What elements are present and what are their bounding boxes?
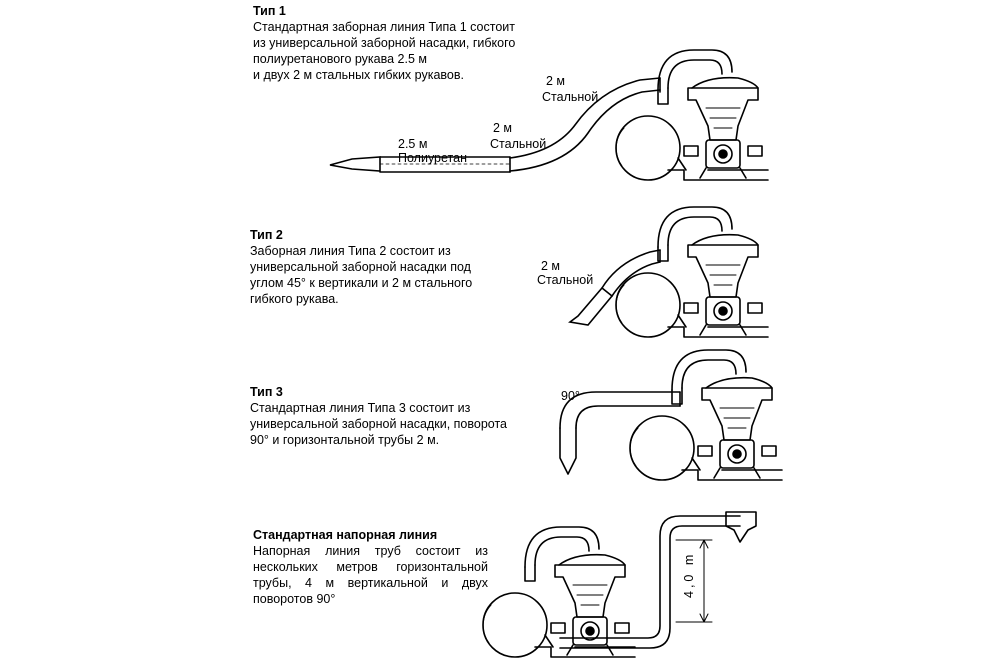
type2-line-1: Заборная линия Типа 2 состоит из xyxy=(250,244,451,258)
type2-line-3: углом 45° к вертикали и 2 м стального xyxy=(250,276,473,290)
t2-steel-material: Стальной xyxy=(537,273,594,287)
t3-angle-label: 90° xyxy=(561,389,580,403)
type3-line-1: Стандартная линия Типа 3 состоит из xyxy=(250,401,471,415)
type3-line-3: 90° и горизонтальной трубы 2 м. xyxy=(250,433,440,447)
pressure-line-title: Стандартная напорная линия xyxy=(253,528,438,542)
pressure-line-2: нескольких метров горизонтальной xyxy=(253,560,488,574)
t1-steel-mid-material: Стальной xyxy=(490,137,547,151)
type3-drawing xyxy=(560,350,782,480)
t1-steel-top-length: 2 м xyxy=(546,74,566,88)
pressure-line-drawing xyxy=(483,512,756,657)
type3-line-2: универсальной заборной насадки, поворота xyxy=(250,417,508,431)
type1-line-3: полиуретанового рукава 2.5 м xyxy=(253,52,427,66)
type1-line-1: Стандартная заборная линия Типа 1 состоит xyxy=(253,20,515,34)
t1-poly-material: Полиуретан xyxy=(398,151,467,165)
pressure-line-1: Напорная линия труб состоит из xyxy=(253,544,488,558)
pressure-line-4: поворотов 90° xyxy=(253,592,336,606)
t1-steel-mid-length: 2 м xyxy=(493,121,513,135)
type2-title: Тип 2 xyxy=(250,228,283,242)
t2-steel-length: 2 м xyxy=(541,259,561,273)
type1-line-2: из универсальной заборной насадки, гибкого xyxy=(253,36,516,50)
type1-line-4: и двух 2 м стальных гибких рукавов. xyxy=(253,68,464,82)
pressure-height-dimension: 4,0 m xyxy=(682,551,696,598)
type3-title: Тип 3 xyxy=(250,385,283,399)
type1-title: Тип 1 xyxy=(253,4,286,18)
type2-line-4: гибкого рукава. xyxy=(250,292,339,306)
type1-drawing xyxy=(330,50,768,180)
pressure-line-3: трубы, 4 м вертикальной и двух xyxy=(253,576,488,590)
t1-steel-top-material: Стальной xyxy=(542,90,599,104)
type2-line-2: универсальной заборной насадки под xyxy=(250,260,471,274)
t1-poly-length: 2.5 м xyxy=(398,137,428,151)
type2-drawing xyxy=(570,207,768,337)
